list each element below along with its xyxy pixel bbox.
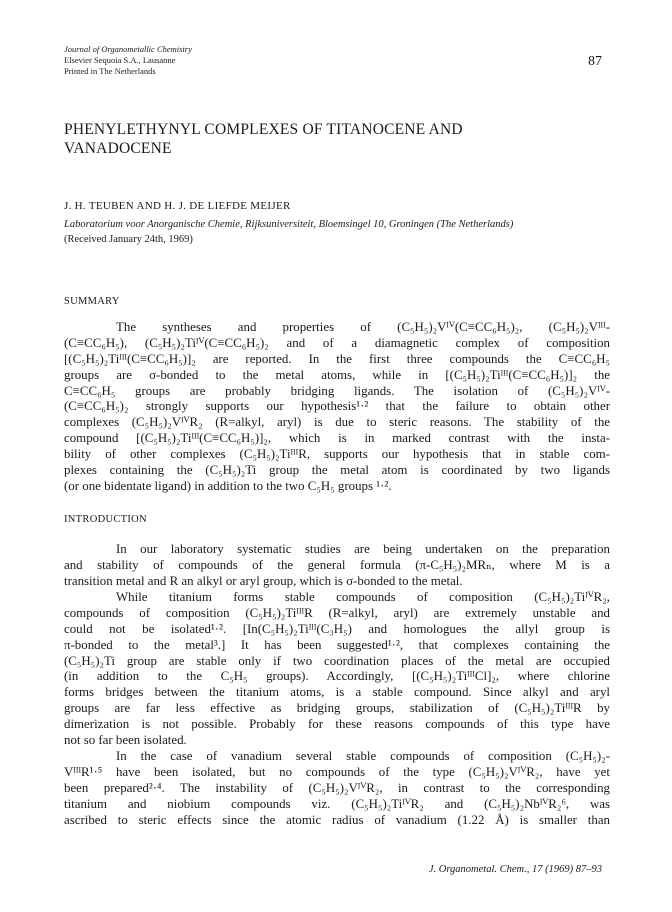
text-line: groups are σ-bonded to the metal atoms, while in [(C₅H₅)₂Tiᴵᴵᴵ(C≡CC₆H₅)]₂ the <box>64 367 610 382</box>
text-line: and stability of compounds of the general formula (π-C₅H₅)₂MRₙ, where M is a <box>64 557 610 572</box>
text-line: [(C₅H₅)₂Tiᴵᴵᴵ(C≡CC₆H₅)]₂ are reported. In the first three compounds the C≡CC₆H₅ <box>64 351 610 366</box>
summary-heading: SUMMARY <box>64 296 120 307</box>
text-line: In our laboratory systematic studies are being undertaken on the preparation <box>116 542 610 556</box>
text-line: ascribed to steric effects since the atomic radius of vanadium (1.22 Å) is smaller than <box>64 812 610 827</box>
text-line: (C≡CC₆H₅), (C₅H₅)₂Tiᴵⱽ(C≡CC₆H₅)₂ and of a diamagnetic complex of composition <box>64 335 610 350</box>
text-line: (or one bidentate ligand) in addition to the two C₅H₅ groups ¹·². <box>64 478 392 493</box>
printed-in: Printed in The Netherlands <box>64 66 156 76</box>
text-line: transition metal and R an alkyl or aryl group, which is σ-bonded to the metal. <box>64 573 463 588</box>
publisher: Elsevier Sequoia S.A., Lausanne <box>64 55 176 65</box>
summary-paragraph <box>64 320 610 495</box>
text-line: (C≡CC₆H₅)₂ strongly supports our hypothesis¹·² that the failure to obtain other <box>64 399 610 414</box>
masthead <box>64 44 192 77</box>
affiliation: Laboratorium voor Anorganische Chemie, Rijksuniversiteit, Bloemsingel 10, Groningen (The Netherlands) <box>64 219 514 230</box>
text-line: While titanium forms stable compounds of composition (C₅H₅)₂TiᴵⱽR₂, <box>116 590 610 604</box>
text-line: groups are far less effective as bridging groups, stabilization of (C₅H₅)₂TiᴵᴵᴵR by <box>64 701 610 716</box>
title-line: VANADOCENE <box>64 140 172 157</box>
text-line: could not be isolated¹·². [In(C₅H₅)₂Tiᴵᴵᴵ(C₃H₅) and homologues the allyl group is <box>64 621 610 636</box>
text-line: π-bonded to the metal³.] It has been suggested¹·², that complexes containing the <box>64 637 610 652</box>
article-title <box>64 120 604 158</box>
received-date: (Received January 24th, 1969) <box>64 234 193 245</box>
intro-paragraph-3 <box>64 749 610 828</box>
text-line: been prepared²·⁴. The instability of (C₅H₅)₂VᴵⱽR₂, in contrast to the corresponding <box>64 780 610 795</box>
text-line: plexes containing the (C₅H₅)₂Ti group the metal atom is coordinated by two ligands <box>64 463 610 478</box>
introduction-heading: INTRODUCTION <box>64 514 147 525</box>
page-number: 87 <box>588 54 602 69</box>
text-line: compound [(C₅H₅)₂Tiᴵᴵᴵ(C≡CC₆H₅)]₂, which is in marked contrast with the insta- <box>64 431 610 446</box>
text-line: compounds of composition (C₅H₅)₂TiᴵᴵᴵR (R=alkyl, aryl) are extremely unstable and <box>64 605 610 620</box>
text-line: complexes (C₅H₅)₂VᴵⱽR₂ (R=alkyl, aryl) is due to steric reasons. The stability of the <box>64 415 610 430</box>
title-line: PHENYLETHYNYL COMPLEXES OF TITANOCENE AND <box>64 121 463 138</box>
authors: J. H. TEUBEN AND H. J. DE LIEFDE MEIJER <box>64 200 291 212</box>
text-line: dimerization is not possible. Probably for these reasons compounds of this type have <box>64 717 610 732</box>
text-line: (in addition to the C₅H₅ groups). Accordingly, [(C₅H₅)₂TiᴵᴵᴵCl]₂, where chlorine <box>64 669 610 684</box>
text-line: VᴵᴵᴵR¹·⁵ have been isolated, but no compounds of the type (C₅H₅)₂VᴵⱽR₂, have yet <box>64 764 610 779</box>
text-line: bility of other complexes (C₅H₅)₂TiᴵᴵᴵR, supports our hypothesis that in stable com- <box>64 447 610 462</box>
intro-paragraph-2 <box>64 590 610 749</box>
text-line: forms bridges between the titanium atoms, is a stable compound. Since alkyl and aryl <box>64 685 610 700</box>
footer-citation: J. Organometal. Chem., 17 (1969) 87–93 <box>428 864 602 875</box>
journal-name: Journal of Organometallic Chemistry <box>64 44 192 54</box>
text-line: (C₅H₅)₂Ti group are stable only if two coordination places of the metal are occupied <box>64 653 610 668</box>
text-line: In the case of vanadium several stable compounds of composition (C₅H₅)₂- <box>116 749 610 763</box>
intro-paragraph-1 <box>64 542 610 590</box>
text-line: The syntheses and properties of (C₅H₅)₂Vᴵⱽ(C≡CC₆H₅)₂, (C₅H₅)₂Vᴵᴵᴵ- <box>116 320 610 334</box>
text-line: titanium and niobium compounds viz. (C₅H₅)₂TiᴵⱽR₂ and (C₅H₅)₂NbᴵⱽR₂⁶, was <box>64 796 610 811</box>
text-line: not so far been isolated. <box>64 733 187 748</box>
text-line: C≡CC₆H₅ groups are probably bridging ligands. The isolation of (C₅H₅)₂Vᴵⱽ- <box>64 383 610 398</box>
